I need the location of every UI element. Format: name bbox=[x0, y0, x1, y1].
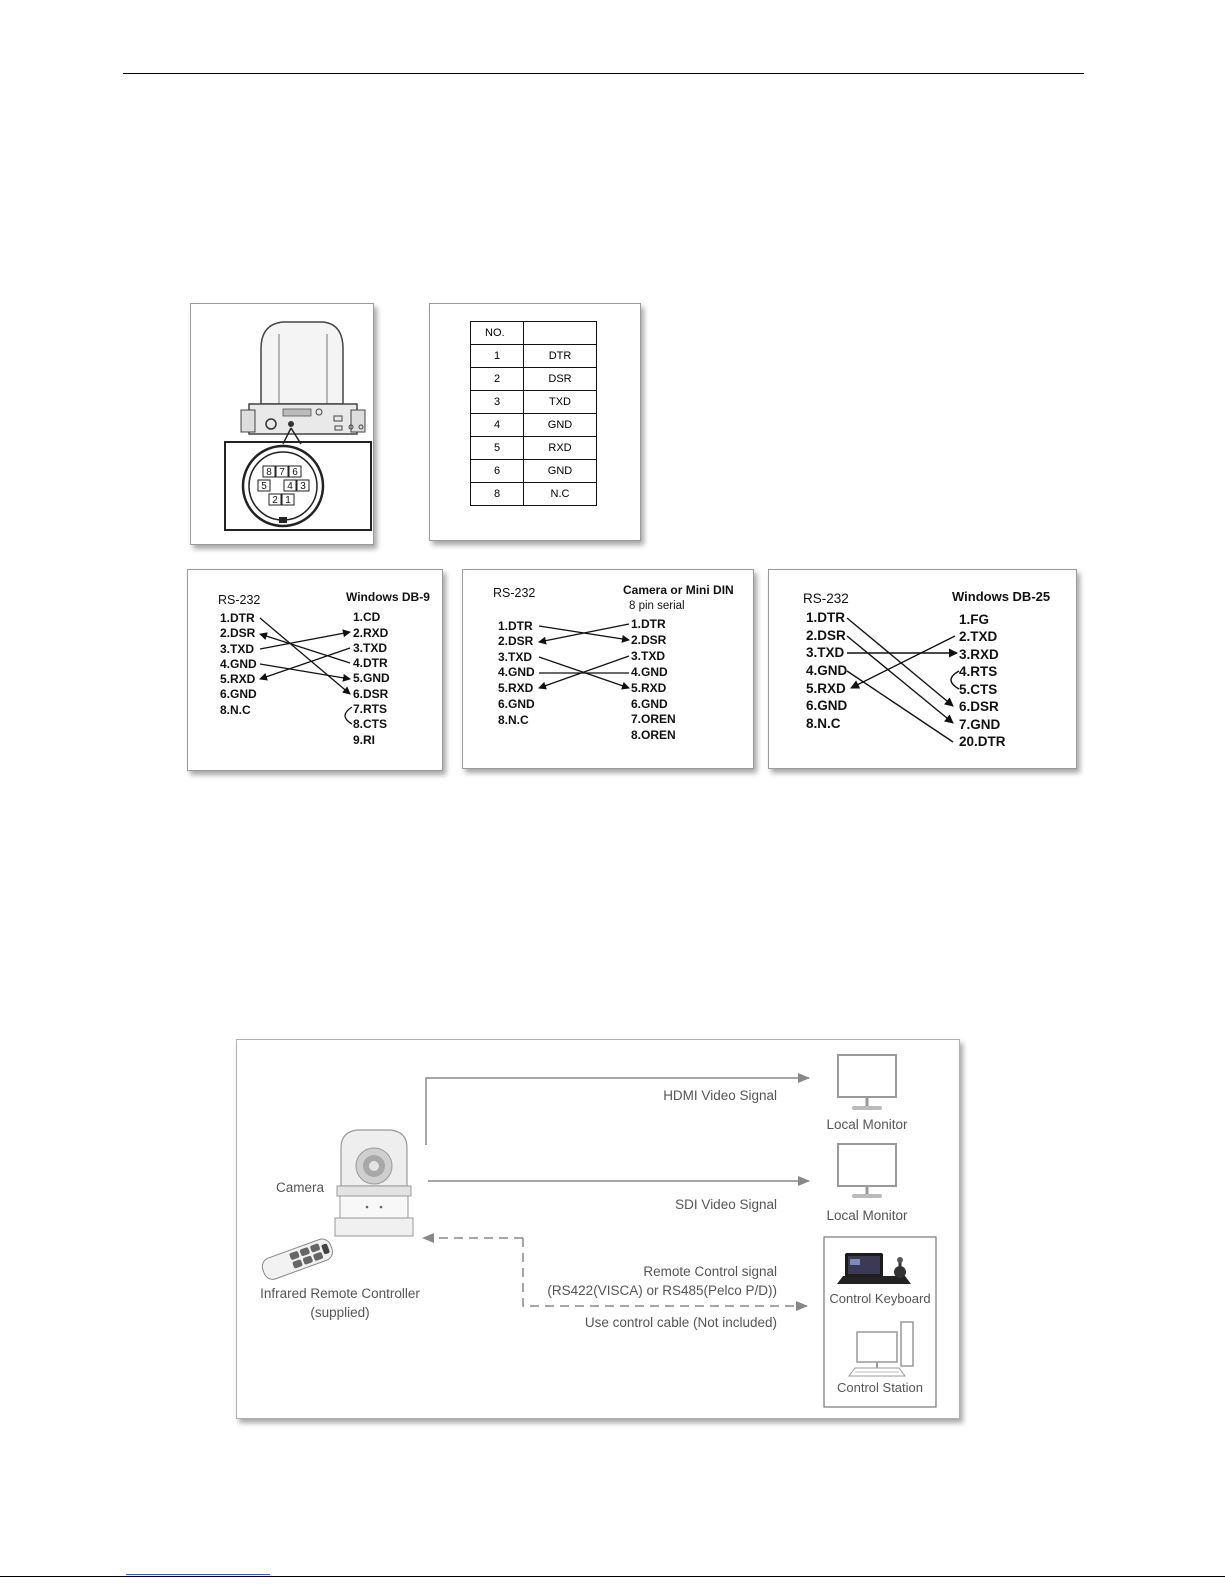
db9-left-pin: 6.GND bbox=[220, 687, 257, 701]
db9-right-pin: 1.CD bbox=[353, 610, 381, 624]
minidin-left-pin: 6.GND bbox=[498, 697, 535, 711]
db25-right-pin: 4.RTS bbox=[959, 664, 998, 679]
table-row bbox=[471, 391, 597, 414]
pin-assignment-table bbox=[470, 321, 597, 506]
db9-right-pin: 8.CTS bbox=[353, 717, 388, 731]
minidin-right-pin: 3.TXD bbox=[631, 649, 666, 663]
db9-wiring-panel bbox=[187, 569, 443, 771]
pin-no: 4 bbox=[471, 414, 524, 437]
db25-left-pin: 5.RXD bbox=[806, 681, 846, 696]
db25-right-pin: 20.DTR bbox=[959, 734, 1006, 749]
connector-pin: 7 bbox=[279, 467, 285, 478]
table-header-row bbox=[471, 322, 597, 345]
connector-pin: 1 bbox=[285, 495, 291, 506]
minidin-wiring-diagram bbox=[463, 570, 753, 768]
pin-no: 8 bbox=[471, 483, 524, 506]
monitor-1-label: Local Monitor bbox=[826, 1117, 908, 1132]
pin-no: 3 bbox=[471, 391, 524, 414]
connection-diagram-panel bbox=[236, 1039, 960, 1419]
minidin-left-pin: 5.RXD bbox=[498, 681, 534, 695]
control-station-label: Control Station bbox=[837, 1380, 923, 1395]
hdmi-signal-label: HDMI Video Signal bbox=[663, 1088, 777, 1103]
footer-rule bbox=[0, 1576, 1225, 1577]
pin-no: 1 bbox=[471, 345, 524, 368]
remote-control-protocol-label: (RS422(VISCA) or RS485(Pelco P/D)) bbox=[547, 1283, 777, 1298]
minidin-right-subtitle: 8 pin serial bbox=[629, 600, 685, 612]
db9-right-pin: 7.RTS bbox=[353, 702, 388, 716]
connector-pin: 2 bbox=[272, 495, 278, 506]
pin-signal: TXD bbox=[524, 391, 597, 414]
db9-right-pin: 3.TXD bbox=[353, 641, 388, 655]
minidin-left-pin: 1.DTR bbox=[498, 619, 533, 633]
minidin-right-pin: 4.GND bbox=[631, 665, 668, 679]
pin-table-panel bbox=[429, 303, 641, 541]
db9-right-pin: 6.DSR bbox=[353, 687, 389, 701]
remote-controller-label: Infrared Remote Controller bbox=[260, 1286, 420, 1301]
camera-rear-illustration bbox=[191, 304, 373, 544]
minidin-left-pin: 4.GND bbox=[498, 665, 535, 679]
db25-right-pin: 1.FG bbox=[959, 612, 990, 627]
db25-left-pin: 3.TXD bbox=[806, 645, 845, 660]
monitor-icon bbox=[838, 1055, 896, 1110]
table-row bbox=[471, 437, 597, 460]
control-keyboard-icon bbox=[837, 1253, 911, 1284]
connection-diagram bbox=[237, 1040, 959, 1418]
db25-left-pin: 8.N.C bbox=[806, 716, 841, 731]
db9-left-pin: 8.N.C bbox=[220, 703, 251, 717]
table-row bbox=[471, 483, 597, 506]
db9-right-pin: 9.RI bbox=[353, 733, 376, 747]
db25-right-pin: 3.RXD bbox=[959, 647, 999, 662]
connector-pin: 3 bbox=[300, 481, 306, 492]
db9-left-title: RS-232 bbox=[218, 593, 261, 607]
minidin-left-pin: 8.N.C bbox=[498, 713, 529, 727]
db25-left-pin: 2.DSR bbox=[806, 628, 846, 643]
monitor-2-label: Local Monitor bbox=[826, 1208, 908, 1223]
control-cable-note: Use control cable (Not included) bbox=[584, 1315, 777, 1330]
db9-right-title: Windows DB-9 bbox=[346, 590, 430, 604]
db25-left-pin: 4.GND bbox=[806, 663, 848, 678]
minidin-right-pin: 7.OREN bbox=[631, 712, 676, 726]
minidin-right-pin: 5.RXD bbox=[631, 681, 667, 695]
db9-left-pin: 1.DTR bbox=[220, 611, 255, 625]
remote-control-signal-label: Remote Control signal bbox=[643, 1264, 777, 1279]
control-station-icon bbox=[849, 1322, 913, 1376]
db25-right-pin: 7.GND bbox=[959, 717, 1001, 732]
minidin-right-pin: 2.DSR bbox=[631, 633, 667, 647]
pin-no: 6 bbox=[471, 460, 524, 483]
control-keyboard-label: Control Keyboard bbox=[829, 1291, 931, 1306]
connector-pin: 4 bbox=[287, 481, 293, 492]
minidin-right-pin: 1.DTR bbox=[631, 617, 666, 631]
monitor-icon bbox=[838, 1144, 896, 1198]
pin-signal: N.C bbox=[524, 483, 597, 506]
pin-signal: GND bbox=[524, 460, 597, 483]
db9-wiring-diagram bbox=[188, 570, 442, 770]
db25-right-pin: 5.CTS bbox=[959, 682, 998, 697]
camera-connector-panel bbox=[190, 303, 374, 545]
db25-right-pin: 6.DSR bbox=[959, 699, 999, 714]
minidin-wiring-panel bbox=[462, 569, 754, 769]
db25-left-pin: 6.GND bbox=[806, 698, 848, 713]
camera-icon bbox=[335, 1130, 413, 1236]
db25-wiring-panel bbox=[768, 569, 1077, 769]
db25-right-title: Windows DB-25 bbox=[952, 589, 1051, 604]
minidin-left-pin: 3.TXD bbox=[498, 650, 533, 664]
db25-left-pin: 1.DTR bbox=[806, 610, 846, 625]
pin-no: 2 bbox=[471, 368, 524, 391]
minidin-left-title: RS-232 bbox=[493, 586, 536, 600]
infrared-remote-icon bbox=[260, 1237, 335, 1282]
pin-signal: GND bbox=[524, 414, 597, 437]
db9-left-pin: 2.DSR bbox=[220, 626, 256, 640]
minidin-right-title: Camera or Mini DIN bbox=[623, 583, 734, 597]
db9-left-pin: 4.GND bbox=[220, 657, 257, 671]
header-rule bbox=[123, 73, 1084, 74]
table-row bbox=[471, 368, 597, 391]
connector-pin: 8 bbox=[266, 467, 272, 478]
header-no: NO. bbox=[471, 322, 524, 345]
pin-signal: DTR bbox=[524, 345, 597, 368]
minidin-left-pin: 2.DSR bbox=[498, 634, 534, 648]
connector-pin: 6 bbox=[292, 467, 298, 478]
db9-left-pin: 5.RXD bbox=[220, 672, 256, 686]
footer-link-underline bbox=[126, 1574, 270, 1575]
table-row bbox=[471, 414, 597, 437]
camera-label: Camera bbox=[276, 1180, 325, 1195]
db9-right-pin: 4.DTR bbox=[353, 656, 388, 670]
db25-right-pin: 2.TXD bbox=[959, 629, 998, 644]
minidin-right-pin: 8.OREN bbox=[631, 728, 676, 742]
pin-signal: RXD bbox=[524, 437, 597, 460]
db9-right-pin: 2.RXD bbox=[353, 626, 389, 640]
db9-right-pin: 5.GND bbox=[353, 671, 390, 685]
remote-controller-supplied-label: (supplied) bbox=[310, 1305, 370, 1320]
db25-left-title: RS-232 bbox=[803, 591, 849, 606]
header-signal bbox=[524, 322, 597, 345]
table-row bbox=[471, 345, 597, 368]
connector-pin: 5 bbox=[261, 481, 267, 492]
sdi-signal-label: SDI Video Signal bbox=[675, 1197, 777, 1212]
minidin-right-pin: 6.GND bbox=[631, 697, 668, 711]
pin-signal: DSR bbox=[524, 368, 597, 391]
pin-no: 5 bbox=[471, 437, 524, 460]
table-row bbox=[471, 460, 597, 483]
db25-wiring-diagram bbox=[769, 570, 1076, 768]
db9-left-pin: 3.TXD bbox=[220, 642, 255, 656]
